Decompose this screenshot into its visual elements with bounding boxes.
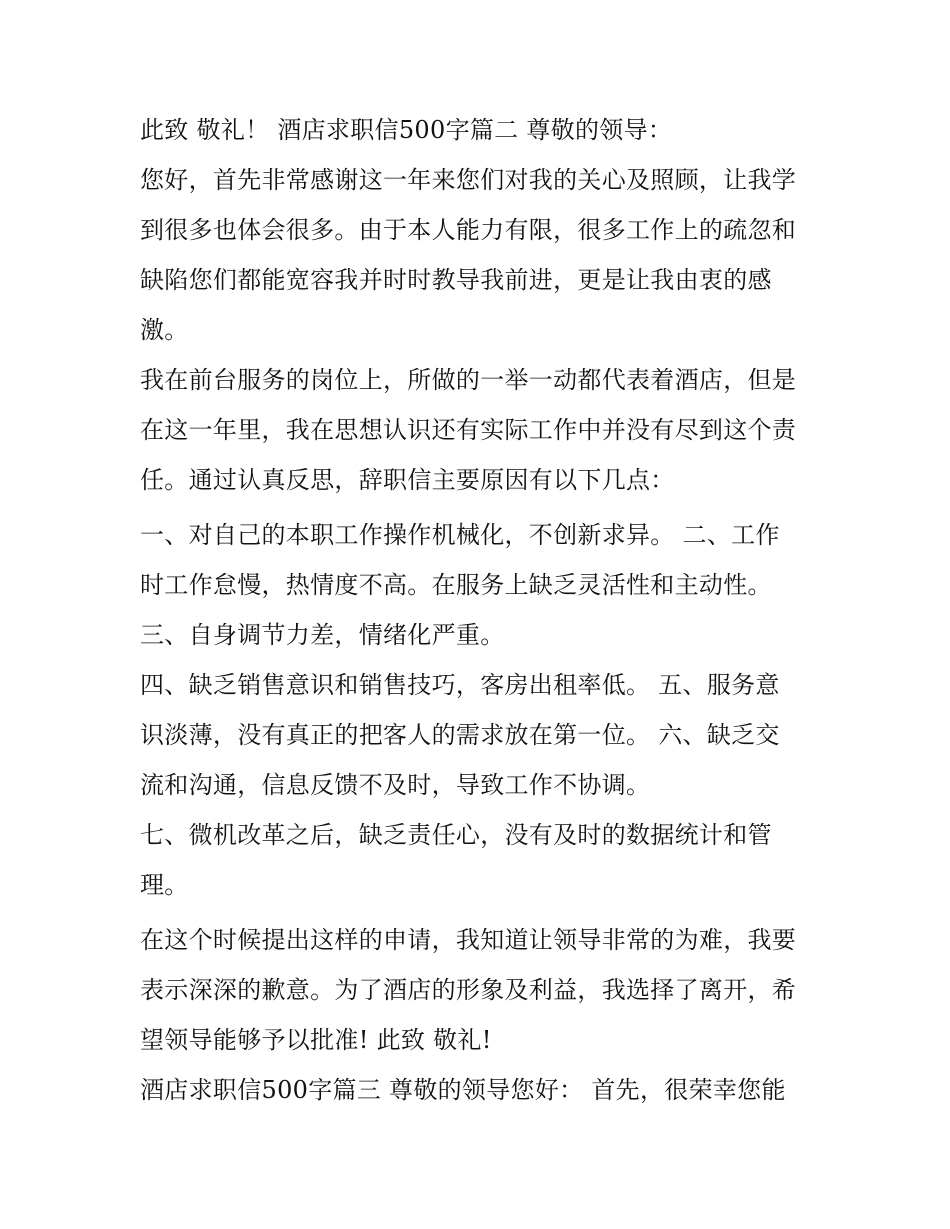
text-line: 流和沟通，信息反馈不及时，导致工作不协调。 [140,771,651,799]
text-line: 一、对自己的本职工作操作机械化，不创新求异。 二、工作 [140,521,780,549]
text-line: 我在前台服务的岗位上，所做的一举一动都代表着酒店，但是 [140,366,797,394]
text-line: 在这一年里，我在思想认识还有实际工作中并没有尽到这个责 [140,416,797,444]
text-line: 表示深深的歉意。为了酒店的形象及利益，我选择了离开，希 [140,976,797,1004]
text-line: 理。 [140,871,189,899]
text-line: 望领导能够予以批准! 此致 敬礼! [140,1026,492,1054]
text-line: 在这个时候提出这样的申请，我知道让领导非常的为难，我要 [140,926,797,954]
text-line: 四、缺乏销售意识和销售技巧，客房出租率低。 五、服务意 [140,671,780,699]
text-line: 七、微机改革之后，缺乏责任心，没有及时的数据统计和管 [140,821,772,849]
text-line: 任。通过认真反思，辞职信主要原因有以下几点： [140,466,675,494]
text-line: 识淡薄，没有真正的把客人的需求放在第一位。 六、缺乏交 [140,721,780,749]
text-line: 激。 [140,316,189,344]
text-line: 酒店求职信500字篇三 尊敬的领导您好： 首先，很荣幸您能 [140,1076,786,1104]
text-line: 三、自身调节力差，情绪化严重。 [140,621,505,649]
text-line: 缺陷您们都能宽容我并时时教导我前进，更是让我由衷的感 [140,266,772,294]
text-line: 时工作怠慢，热情度不高。在服务上缺乏灵活性和主动性。 [140,571,772,599]
text-line: 到很多也体会很多。由于本人能力有限，很多工作上的疏忽和 [140,216,797,244]
text-line: 您好，首先非常感谢这一年来您们对我的关心及照顾，让我学 [140,166,797,194]
text-line: 此致 敬礼！ 酒店求职信500字篇二 尊敬的领导： [140,116,673,144]
